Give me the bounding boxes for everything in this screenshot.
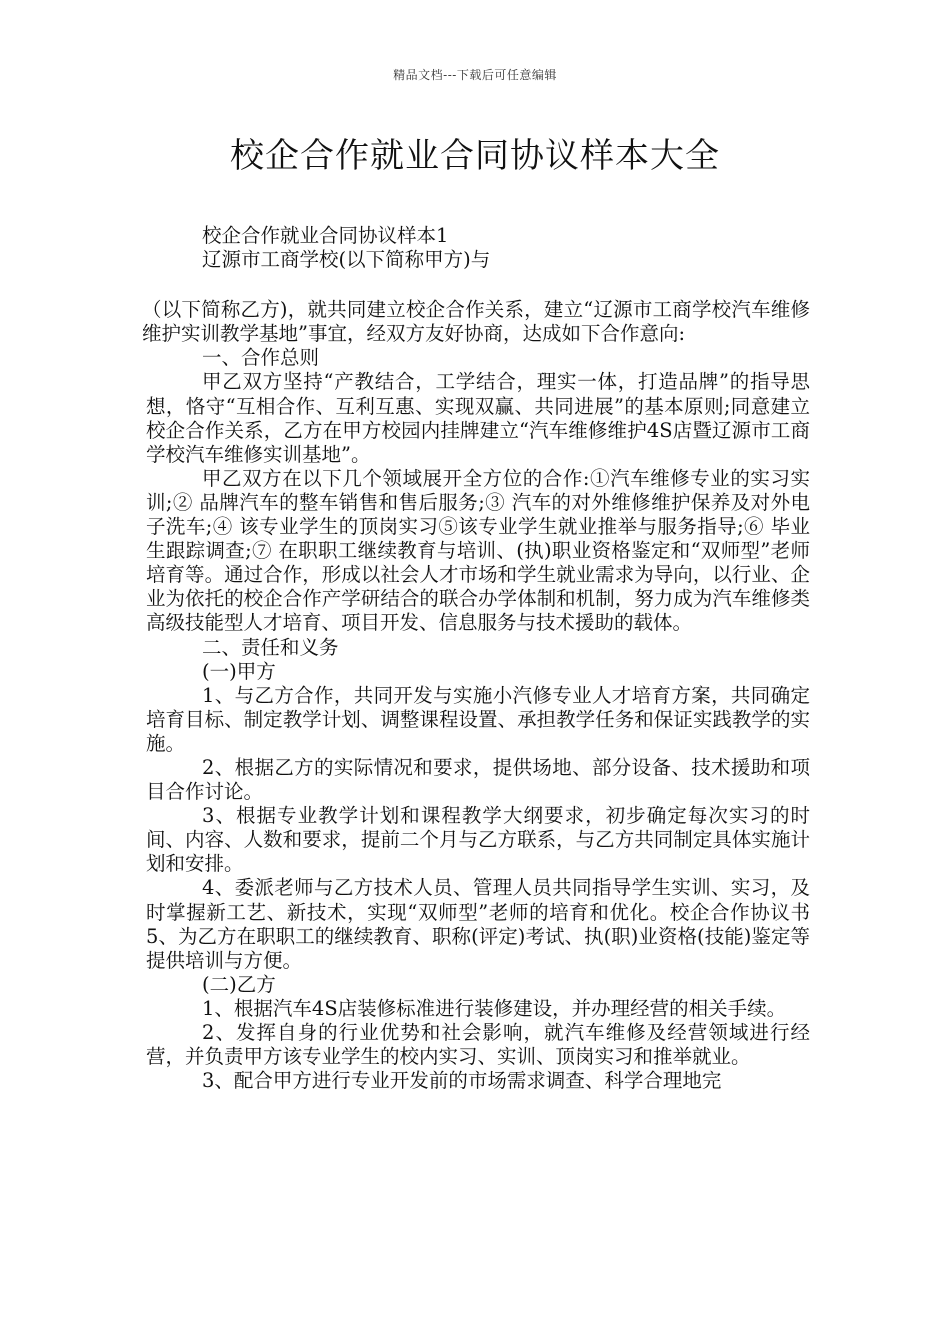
- party-b-item-1: 1、根据汽车4S店装修标准进行装修建设，并办理经营的相关手续。: [202, 996, 787, 1020]
- party-b-item-2: 2、发挥自身的行业优势和社会影响，就汽车维修及经营领域进行经营，并负责甲方该专业学生的校内实习、实训、顶岗实习和推举就业。: [146, 1021, 810, 1069]
- party-a-item-1: 1、与乙方合作，共同开发与实施小汽修专业人才培育方案，共同确定培育目标、制定教学计划、调整课程设置、承担教学任务和保证实践教学的实施。: [146, 683, 810, 755]
- sample-heading: 校企合作就业合同协议样本1: [202, 224, 449, 247]
- party-a-item-3: 3、根据专业教学计划和课程教学大纲要求，初步确定每次实习的时间、内容、人数和要求，提前二个月与乙方联系，与乙方共同制定具体实施计划和安排。: [146, 804, 810, 876]
- subsection-party-a: (一)甲方: [202, 659, 276, 683]
- intro-paragraph: （以下简称乙方)，就共同建立校企合作关系，建立“辽源市工商学校汽车维修维护实训教学基地”事宜，经双方友好协商，达成如下合作意向:: [142, 298, 810, 346]
- subsection-party-b: (二)乙方: [202, 972, 276, 996]
- section-heading-general: 一、合作总则: [202, 346, 320, 370]
- header-note: 精品文档---下载后可任意编辑: [393, 68, 557, 82]
- document-title: 校企合作就业合同协议样本大全: [230, 136, 720, 176]
- document-body: [142, 224, 810, 1093]
- party-a-item-2: 2、根据乙方的实际情况和要求，提供场地、部分设备、技术援助和项目合作讨论。: [146, 755, 810, 804]
- party-a-item-4: 4、委派老师与乙方技术人员、管理人员共同指导学生实训、实习，及时掌握新工艺、新技术，实现“双师型”老师的培育和优化。校企合作协议书5、为乙方在职职工的继续教育、职称(评定)考试、执(职)业资格(技能)鉴定等提供培训与方便。: [146, 876, 810, 972]
- paragraph-cooperation-areas: 甲乙双方在以下几个领域展开全方位的合作:①汽车维修专业的实习实训;② 品牌汽车的整车销售和售后服务;③ 汽车的对外维修维护保养及对外电子洗车;④ 该专业学生的顶岗实习⑤该专业学生就业推举与服务指导;⑥ 毕业生跟踪调查;⑦ 在职职工继续教育与培训、(执)职业资格鉴定和“双师型”老师培育等。通过合作，形成以社会人才市场和学生就业需求为导向，以行业、企业为依托的校企合作产学研结合的联合办学体制和机制，努力成为汽车维修类高级技能型人才培育、项目开发、信息服务与技术援助的载体。: [146, 466, 810, 635]
- party-a-line: 辽源市工商学校(以下简称甲方)与: [202, 248, 491, 272]
- party-b-item-3: 3、配合甲方进行专业开发前的市场需求调查、科学合理地完: [202, 1069, 722, 1093]
- paragraph-principles: 甲乙双方坚持“产教结合，工学结合，理实一体，打造品牌”的指导思想，恪守“互相合作、互利互惠、实现双赢、共同进展”的基本原则;同意建立校企合作关系，乙方在甲方校园内挂牌建立“汽车维修维护4S店暨辽源市工商学校汽车维修实训基地”。: [146, 370, 810, 466]
- section-heading-duties: 二、责任和义务: [202, 635, 339, 659]
